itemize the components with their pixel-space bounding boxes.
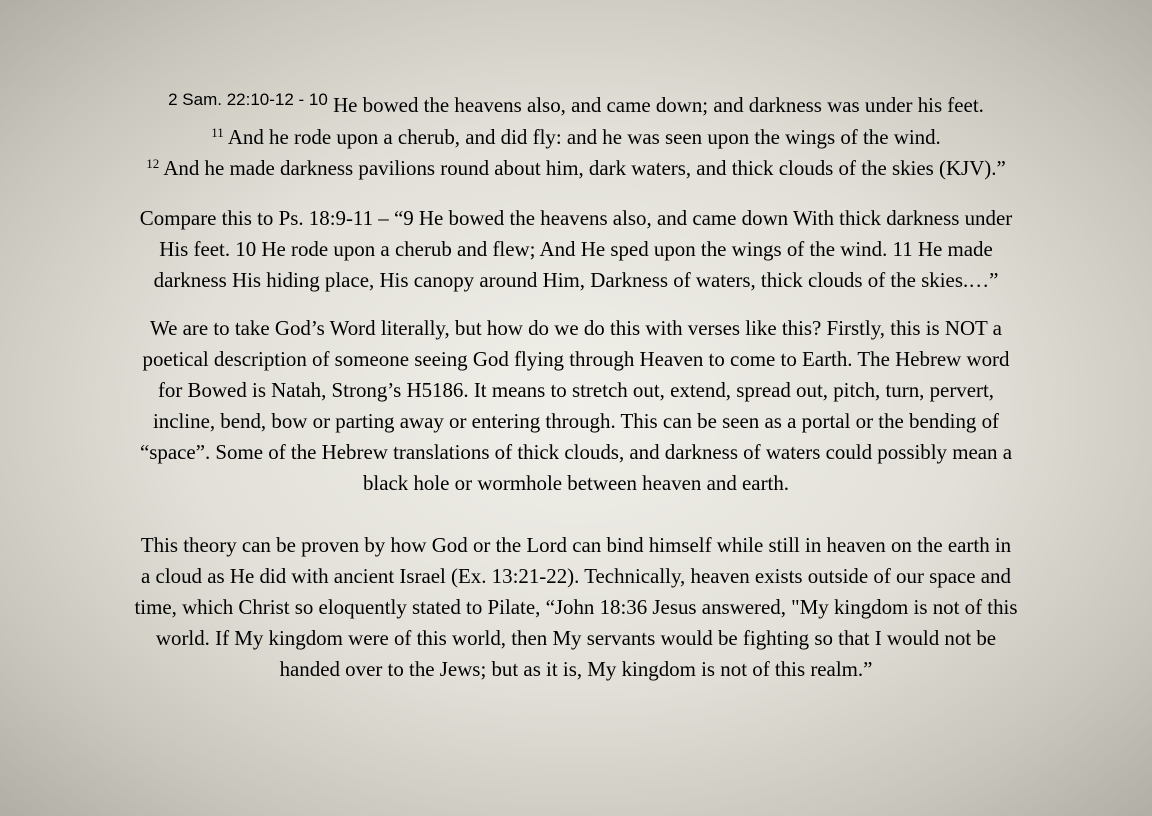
kjv-verse-11-line xyxy=(6,122,1146,153)
paragraph-line: incline, bend, bow or parting away or entering through. This can be seen as a portal or the bending of xyxy=(152,409,1000,433)
paragraph-line: “space”. Some of the Hebrew translations of thick clouds, and darkness of waters could possibly mean a xyxy=(139,440,1012,464)
literal-interpretation-paragraph xyxy=(6,313,1146,499)
passage-reference: 2 Sam. 22:10-12 - 10 xyxy=(168,90,328,109)
kjv-verse-10-line xyxy=(6,90,1146,122)
kjv-passage xyxy=(6,90,1146,184)
paragraph-line: black hole or wormhole between heaven and earth. xyxy=(362,471,790,495)
paragraph-line: for Bowed is Natah, Strong’s H5186. It means to stretch out, extend, spread out, pitch, turn, pervert, xyxy=(157,378,995,402)
paragraph-line: We are to take God’s Word literally, but how do we do this with verses like this? Firstly, this is NOT a xyxy=(150,316,1002,340)
theory-paragraph xyxy=(6,530,1146,685)
paragraph-line: His feet. 10 He rode upon a cherub and flew; And He sped upon the wings of the wind. 11 He made xyxy=(159,237,993,261)
psalm-comparison-paragraph xyxy=(6,203,1146,296)
paragraph-line: handed over to the Jews; but as it is, My kingdom is not of this realm.” xyxy=(279,657,873,681)
paragraph-line: poetical description of someone seeing God flying through Heaven to come to Earth. The Hebrew word xyxy=(142,347,1010,371)
paragraph-line: a cloud as He did with ancient Israel (Ex. 13:21-22). Technically, heaven exists outside of our space and xyxy=(141,564,1011,588)
verse-11-text: And he rode upon a cherub, and did fly: and he was seen upon the wings of the wind. xyxy=(227,125,941,149)
verse-12-number: 12 xyxy=(146,156,160,171)
paragraph-line: time, which Christ so eloquently stated to Pilate, “John 18:36 Jesus answered, "My kingdom is not of this xyxy=(134,595,1018,619)
paragraph-line: world. If My kingdom were of this world, then My servants would be fighting so that I would not be xyxy=(155,626,997,650)
verse-10-text: He bowed the heavens also, and came down; and darkness was under his feet. xyxy=(333,93,984,117)
verse-12-text: And he made darkness pavilions round about him, dark waters, and thick clouds of the skies (KJV).” xyxy=(163,156,1006,180)
paragraph-line: This theory can be proven by how God or the Lord can bind himself while still in heaven on the earth in xyxy=(140,533,1012,557)
paragraph-line: darkness His hiding place, His canopy around Him, Darkness of waters, thick clouds of the skies.…” xyxy=(153,268,999,292)
paragraph-line: Compare this to Ps. 18:9-11 – “9 He bowed the heavens also, and came down With thick darkness under xyxy=(139,206,1013,230)
verse-11-number: 11 xyxy=(211,125,224,140)
kjv-verse-12-line xyxy=(6,153,1146,184)
